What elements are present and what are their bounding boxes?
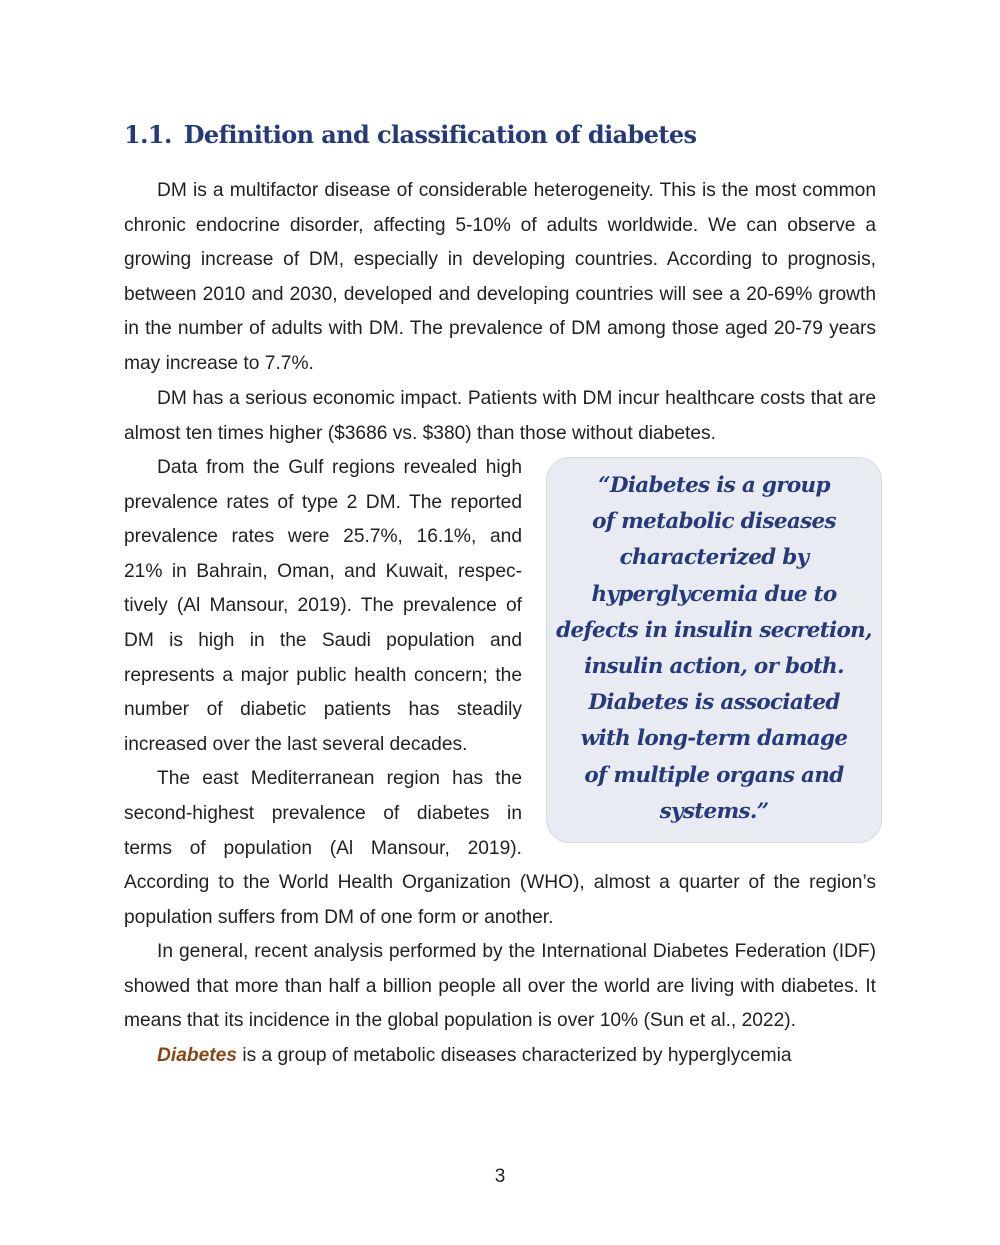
pull-quote-line: of multiple organs and [584, 762, 844, 788]
pull-quote-line: with long-term damage [580, 726, 848, 752]
pull-quote-box [546, 457, 882, 843]
term-diabetes: Diabetes [157, 1044, 237, 1066]
section-number: 1.1. [124, 120, 172, 149]
paragraph-intro: DM is a multifactor disease of considerable heterogeneity. This is the most common chronic endocrine disorder, affecting 5-10% of adults worldwide. We can observe a growing increase of DM, especially in developing countries. According to prognosis, between 2010 and 2030, developed and developing countries will see a 20-69% growth in the number of adults with DM. The prevalence of DM among those aged 20-79 years may increase to 7.7%. [124, 180, 876, 374]
pull-quote-line: hyperglycemia due to [591, 581, 837, 607]
pull-quote-line: “Diabetes is a group [598, 473, 830, 498]
pull-quote-line: systems.” [659, 798, 769, 824]
pull-quote-text [547, 468, 881, 830]
narrow-column [124, 451, 522, 866]
paragraph-definition [124, 1039, 876, 1074]
page-number: 3 [494, 1166, 506, 1187]
economic-block [124, 382, 876, 451]
definition-text: is a group of metabolic diseases characterized by hyperglycemia [236, 1044, 792, 1066]
paragraph-idf: In general, recent analysis performed by the International Diabetes Federation (IDF) showed that more than half a billion people all over the world are living with diabetes. It means that its incidence in the global population is over 10% (Sun et al., 2022). [124, 941, 876, 1032]
paragraph-mediterranean-end: According to the World Health Organization (WHO), almost a quarter of the region’s population suffers from DM of one form or another. [124, 872, 876, 928]
section-title: Definition and classification of diabetes [183, 120, 697, 149]
pull-quote-line: Diabetes is associated [588, 690, 840, 716]
paragraph-mediterranean-start: The east Mediterranean region has the second-highest prevalence of diabetes in terms of population (Al Mansour, 2019). [124, 768, 522, 859]
pull-quote-line: of metabolic diseases [592, 509, 836, 535]
paragraph-economic: DM has a serious economic impact. Patients with DM incur healthcare costs that are almost ten times higher ($3686 vs. $380) than those without diabetes. [124, 388, 876, 444]
pull-quote-line: defects in insulin secretion, [556, 617, 872, 643]
intro-block [124, 174, 876, 382]
pull-quote-line: characterized by [619, 545, 809, 571]
section-heading [124, 120, 696, 149]
pull-quote-line: insulin action, or both. [584, 654, 844, 680]
full-width-block [124, 866, 876, 1074]
paragraph-gulf: Data from the Gulf regions revealed high prevalence rates of type 2 DM. The reported prevalence rates were 25.7%, 16.1%, and 21% in Bahrain, Oman, and Kuwait, respec-tively (Al Mansour, 2019). The prevalence of DM is high in the Saudi population and represents a major public health concern; the number of diabetic patients has steadily increased over the last several decades. [124, 457, 522, 755]
